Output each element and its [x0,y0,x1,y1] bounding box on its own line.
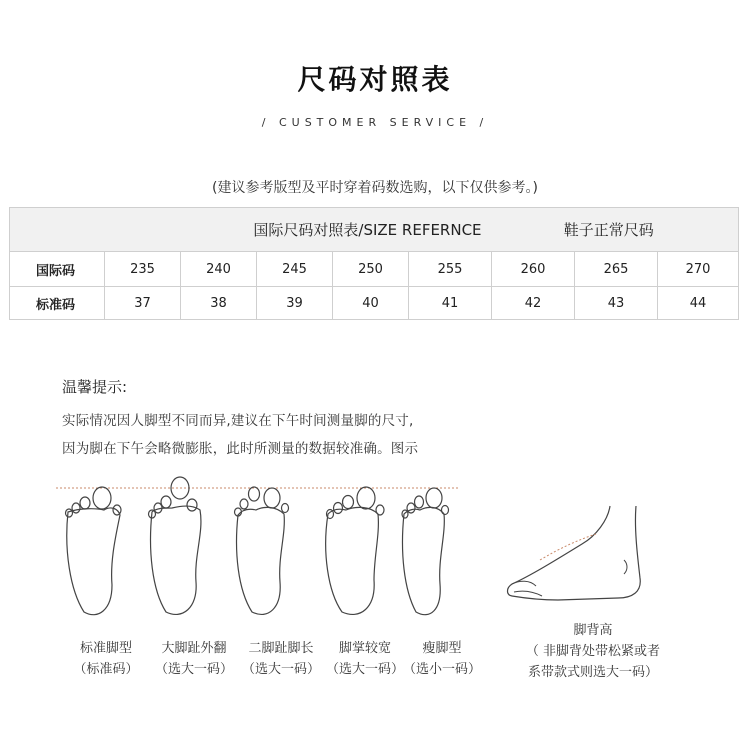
foot-wide-icon [326,487,384,614]
table-head-right: 鞋子正常尺码 [492,208,739,252]
foot-type-name: 大脚趾外翻 [161,641,227,656]
foot-caption-1 [68,638,144,680]
foot-type-advice: （选大一码） [241,662,320,677]
table-cell: 38 [181,287,257,320]
foot-standard-icon [66,487,122,615]
table-cell: 43 [575,287,658,320]
table-cell: 260 [492,252,575,287]
table-head-left: 国际尺码对照表/SIZE REFERNCE [10,208,492,252]
table-cell: 39 [257,287,333,320]
table-row [10,287,739,320]
foot-caption-5 [400,638,484,680]
tips-title: 温馨提示: [62,378,128,396]
foot-high-instep-icon [500,500,650,615]
foot-second-toe-icon [235,487,289,614]
size-table [9,207,739,320]
table-cell: 245 [257,252,333,287]
foot-caption-4 [320,638,410,680]
instep-caption [508,620,678,683]
foot-type-name: 标准脚型 [79,641,132,656]
instep-advice-1: （ 非脚背处带松紧或者 [525,644,661,659]
table-cell: 40 [333,287,409,320]
table-cell: 240 [181,252,257,287]
foot-caption-2 [146,638,242,680]
table-cell: 255 [409,252,492,287]
row-label-intl: 国际码 [10,252,105,287]
table-cell: 37 [105,287,181,320]
foot-type-name: 瘦脚型 [422,641,462,656]
foot-type-advice: （选小一码） [402,662,481,677]
table-cell: 235 [105,252,181,287]
page-subtitle: / CUSTOMER SERVICE / [261,116,489,129]
row-label-standard: 标准码 [10,287,105,320]
table-cell: 44 [658,287,739,320]
table-cell: 41 [409,287,492,320]
foot-type-name: 脚掌较宽 [338,641,391,656]
foot-bunion-icon [149,477,201,614]
foot-type-advice: （选大一码） [325,662,404,677]
tips-line-1: 实际情况因人脚型不同而异,建议在下午时间测量脚的尺寸, [62,413,414,429]
foot-types-illustration [40,470,470,620]
instep-name: 脚背高 [573,623,613,638]
table-header-row [10,208,739,252]
reference-note: (建议参考版型及平时穿着码数选购，以下仅供参考。) [212,180,538,196]
foot-type-advice: （选大一码） [154,662,233,677]
table-cell: 250 [333,252,409,287]
tips-line-2: 因为脚在下午会略微膨胀，此时所测量的数据较准确。图示 [62,441,419,457]
foot-type-advice: （标准码） [73,662,139,677]
table-cell: 42 [492,287,575,320]
foot-caption-3 [236,638,326,680]
foot-type-name: 二脚趾脚长 [248,641,314,656]
page-title: 尺码对照表 [297,63,453,96]
table-cell: 270 [658,252,739,287]
table-cell: 265 [575,252,658,287]
instep-advice-2: 系带款式则选大一码） [527,665,658,680]
table-row [10,252,739,287]
foot-slim-icon [402,488,449,615]
